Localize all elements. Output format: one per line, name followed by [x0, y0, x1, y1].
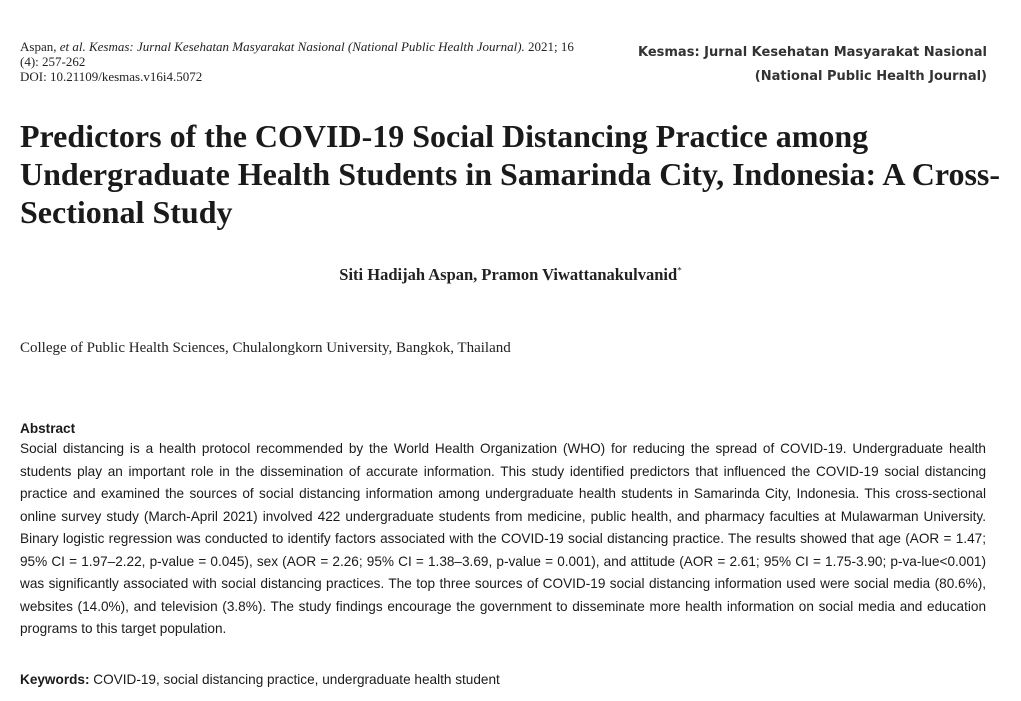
- corresponding-author-mark: *: [677, 265, 682, 276]
- keywords-text: COVID-19, social distancing practice, undergraduate health student: [89, 672, 500, 687]
- citation-volume: 2021; 16 (4): 257-262: [20, 39, 574, 69]
- abstract-text: Social distancing is a health protocol recommended by the World Health Organization (WHO) for reducing the spread of COVID-19. Undergraduate health students play an important role in the dissemination of accurate information. This study identified predictors that influenced the COVID-19 social distancing practice and examined the sources of social distancing information among undergraduate health students in Samarinda City, Indonesia. This cross-sectional online survey study (March-April 2021) involved 422 undergraduate students from medicine, public health, and pharmacy faculties at Mulawarman University. Binary logistic regression was conducted to identify factors associated with the COVID-19 social distancing practice. The results showed that age (AOR = 1.47; 95% CI = 1.97–2.22, p-value = 0.045), sex (AOR = 2.26; 95% CI = 1.38–3.69, p-value = 0.001), and attitude (AOR = 2.61; 95% CI = 1.75-3.90; p-va-lue<0.001) was significantly associated with social distancing practices. The top three sources of COVID-19 social distancing information used were social media (80.6%), websites (14.0%), and television (3.8%). The study findings encourage the government to disseminate more health information on social media and education programs to this target population.: [20, 441, 986, 636]
- citation-authors: Aspan,: [20, 39, 60, 54]
- keywords-label: Keywords:: [20, 672, 90, 687]
- abstract-heading: Abstract: [20, 421, 76, 436]
- author-list: [0, 265, 1021, 285]
- article-title: Predictors of the COVID-19 Social Distancing Practice among Undergraduate Health Students in Samarinda City, Indonesia: A Cross-Sectional Study: [20, 118, 1000, 230]
- journal-name-line2: (National Public Health Journal): [754, 69, 987, 84]
- journal-name: [638, 41, 987, 89]
- citation-doi[interactable]: DOI: 10.21109/kesmas.v16i4.5072: [20, 69, 203, 84]
- citation-line: [20, 39, 580, 69]
- journal-name-line1: Kesmas: Jurnal Kesehatan Masyarakat Nasional: [637, 45, 987, 60]
- citation-journal: et al. Kesmas: Jurnal Kesehatan Masyarakat Nasional (National Public Health Journal).: [59, 39, 525, 54]
- author-names: Siti Hadijah Aspan, Pramon Viwattanakulvanid: [339, 265, 678, 284]
- keywords-section: [20, 672, 500, 687]
- abstract-section: [20, 420, 986, 641]
- affiliation: College of Public Health Sciences, Chulalongkorn University, Bangkok, Thailand: [20, 340, 511, 356]
- citation-block: [20, 39, 580, 84]
